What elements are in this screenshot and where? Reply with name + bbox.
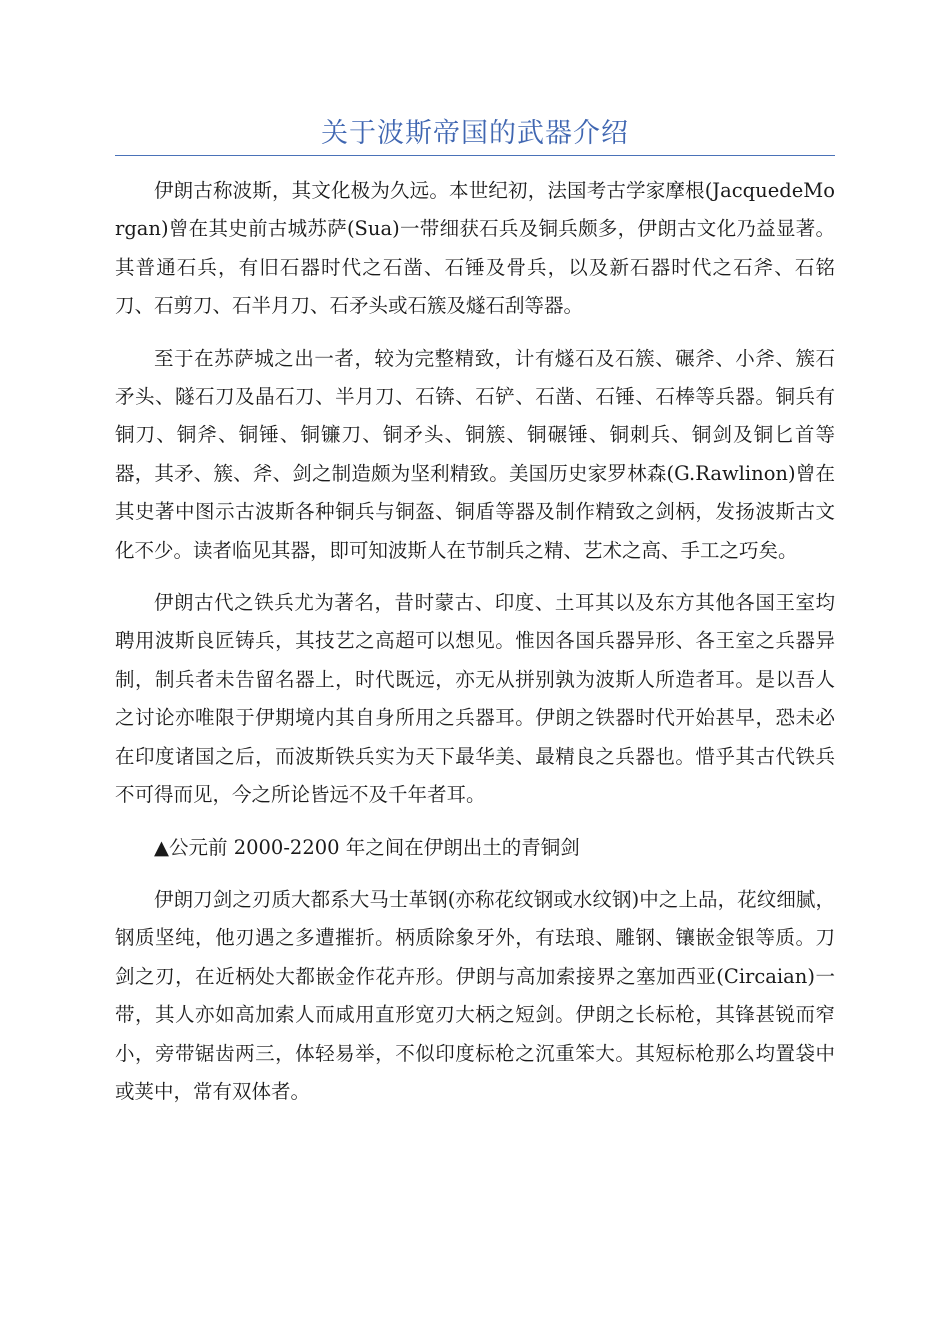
image-caption: ▲公元前 2000-2200 年之间在伊朗出土的青铜剑 [154,835,580,859]
paragraph-1: 伊朗古称波斯，其文化极为久远。本世纪初，法国考古学家摩根(JacquedeMorgan)曾在其史前古城苏萨(Sua)一带细获石兵及铜兵颇多，伊朗古文化乃益显著。其普通石兵，有旧石器时代之石凿、石锤及骨兵，以及新石器时代之石斧、石铭刀、石剪刀、石半月刀、石矛头或石簇及燧石刮等器。 [115,179,835,318]
paragraph-3: 伊朗古代之铁兵尤为著名，昔时蒙古、印度、土耳其以及东方其他各国王室均聘用波斯良匠铸兵，其技艺之高超可以想见。惟因各国兵器异形、各王室之兵器异制，制兵者未告留名器上，时代既远，亦无从拼别孰为波斯人所造者耳。是以吾人之讨论亦唯限于伊期境内其自身所用之兵器耳。伊朗之铁器时代开始甚早，恐未必在印度诸国之后，而波斯铁兵实为天下最华美、最精良之兵器也。惜乎其古代铁兵不可得而见，今之所论皆远不及千年者耳。 [115,591,835,807]
paragraph-2: 至于在苏萨城之出一者，较为完整精致，计有燧石及石簇、碾斧、小斧、簇石矛头、隧石刀及晶石刀、半月刀、石锛、石铲、石凿、石锤、石棒等兵器。铜兵有铜刀、铜斧、铜锤、铜镰刀、铜矛头、铜簇、铜碾锤、铜刺兵、铜剑及铜匕首等器，其矛、簇、斧、剑之制造颇为坚利精致。美国历史家罗林森(G.Rawlinon)曾在其史著中图示古波斯各种铜兵与铜盔、铜盾等器及制作精致之剑柄，发扬波斯古文化不少。读者临见其器，即可知波斯人在节制兵之精、艺术之高、手工之巧矣。 [115,346,835,562]
title-underline [115,155,835,156]
document-title: 关于波斯帝国的武器介绍 [321,118,629,149]
document-body [115,172,835,1125]
paragraph-4: 伊朗刀剑之刃质大都系大马士革钢(亦称花纹钢或水纹钢)中之上品，花纹细腻，钢质坚纯，他刃遇之多遭摧折。柄质除象牙外，有珐琅、雕钢、镶嵌金银等质。刀剑之刃，在近柄处大都嵌金作花卉形。伊朗与高加索接界之塞加西亚(Circaian)一带，其人亦如高加索人而咸用直形宽刃大柄之短剑。伊朗之长标枪，其锋甚锐而窄小，旁带锯齿两三，体轻易举，不似印度标枪之沉重笨大。其短标枪那么均置袋中或荚中，常有双体者。 [115,887,835,1103]
